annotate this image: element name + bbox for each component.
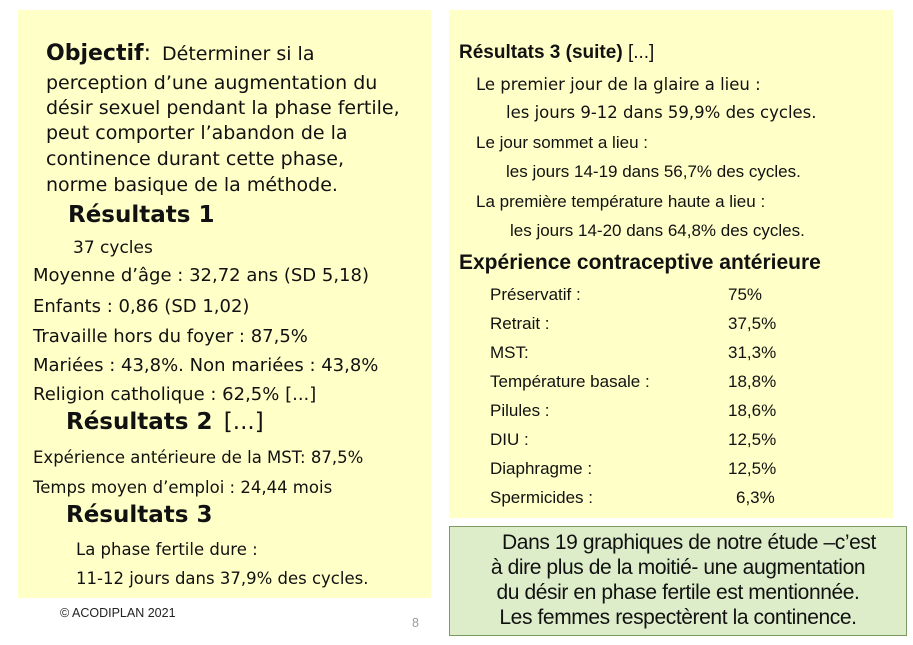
contraceptive-value: 75% bbox=[728, 285, 763, 304]
conclusion-box bbox=[449, 526, 907, 636]
conclusion-line: à dire plus de la moitié- une augmentation bbox=[490, 556, 866, 579]
contraceptive-row bbox=[490, 372, 777, 392]
contraceptive-label: Préservatif : bbox=[490, 285, 581, 304]
contraceptive-heading: Expérience contraceptive antérieure bbox=[459, 251, 821, 274]
contraceptive-label: Température basale : bbox=[490, 372, 650, 391]
results-3-line: La phase fertile dure : bbox=[76, 540, 258, 559]
results-2-title: Résultats 2 bbox=[66, 409, 213, 435]
objectif-colon: : bbox=[143, 41, 152, 66]
contraceptive-label: Pilules : bbox=[490, 401, 550, 420]
results-2-line: Expérience antérieure de la MST: 87,5% bbox=[33, 448, 364, 467]
objectif-line: désir sexuel pendant la phase fertile, bbox=[46, 97, 400, 119]
results-1-heading: Résultats 1 bbox=[68, 202, 215, 228]
conclusion-line: Les femmes respectèrent la continence. bbox=[499, 606, 857, 629]
results-1-line: Religion catholique : 62,5% [...] bbox=[33, 384, 317, 405]
contraceptive-label: DIU : bbox=[490, 430, 529, 449]
contraceptive-value: 18,8% bbox=[728, 372, 777, 391]
contraceptive-row bbox=[490, 459, 777, 479]
results-3-line: 11-12 jours dans 37,9% des cycles. bbox=[76, 569, 369, 588]
contraceptive-row bbox=[490, 430, 777, 450]
results-3-suite-ellipsis: [...] bbox=[627, 42, 655, 63]
results-3-suite-line: Le premier jour de la glaire a lieu : bbox=[476, 75, 761, 94]
contraceptive-label: Retrait : bbox=[490, 314, 550, 333]
results-3-suite-line: Le jour sommet a lieu : bbox=[476, 133, 648, 152]
contraceptive-row bbox=[490, 343, 777, 363]
results-3-suite-line: les jours 14-20 dans 64,8% des cycles. bbox=[510, 221, 805, 240]
results-2-heading bbox=[66, 409, 264, 435]
conclusion-line: du désir en phase fertile est mentionnée. bbox=[496, 581, 860, 604]
results-3-suite-heading bbox=[459, 42, 654, 64]
objectif-line: Déterminer si la bbox=[162, 43, 315, 65]
results-1-line: 37 cycles bbox=[73, 238, 153, 258]
results-1-line: Moyenne d’âge : 32,72 ans (SD 5,18) bbox=[33, 265, 369, 286]
page-number: 8 bbox=[412, 616, 419, 630]
results-2-line: Temps moyen d’emploi : 24,44 mois bbox=[33, 478, 333, 497]
contraceptive-value: 6,3% bbox=[736, 488, 775, 507]
results-3-suite-title: Résultats 3 (suite) bbox=[459, 42, 623, 63]
contraceptive-row bbox=[490, 488, 775, 508]
conclusion-line: Dans 19 graphiques de notre étude –c’est bbox=[502, 531, 876, 554]
contraceptive-label: Spermicides : bbox=[490, 488, 593, 507]
results-1-line: Mariées : 43,8%. Non mariées : 43,8% bbox=[33, 355, 379, 376]
results-3-suite-line: La première température haute a lieu : bbox=[476, 192, 766, 211]
results-1-line: Enfants : 0,86 (SD 1,02) bbox=[33, 296, 250, 317]
copyright-text: © ACODIPLAN 2021 bbox=[60, 606, 176, 620]
results-3-heading: Résultats 3 bbox=[66, 502, 213, 528]
results-2-ellipsis: [...] bbox=[223, 409, 264, 435]
contraceptive-value: 12,5% bbox=[728, 430, 777, 449]
objectif-line: peut comporter l’abandon de la bbox=[46, 122, 348, 144]
contraceptive-value: 18,6% bbox=[728, 401, 777, 420]
objectif-line: continence durant cette phase, bbox=[46, 148, 345, 170]
contraceptive-value: 12,5% bbox=[728, 459, 777, 478]
contraceptive-row bbox=[490, 285, 763, 305]
objectif-line: norme basique de la méthode. bbox=[46, 174, 338, 196]
results-1-line: Travaille hors du foyer : 87,5% bbox=[33, 326, 308, 347]
contraceptive-value: 31,3% bbox=[728, 343, 777, 362]
objectif-heading bbox=[46, 40, 314, 68]
objectif-line: perception d’une augmentation du bbox=[46, 72, 378, 94]
objectif-label: Objectif bbox=[46, 41, 144, 66]
contraceptive-row bbox=[490, 314, 777, 334]
contraceptive-row bbox=[490, 401, 777, 421]
results-3-suite-line: les jours 9-12 dans 59,9% des cycles. bbox=[506, 103, 817, 122]
contraceptive-label: MST: bbox=[490, 343, 529, 362]
results-3-suite-line: les jours 14-19 dans 56,7% des cycles. bbox=[506, 162, 801, 181]
contraceptive-label: Diaphragme : bbox=[490, 459, 593, 478]
contraceptive-value: 37,5% bbox=[728, 314, 777, 333]
